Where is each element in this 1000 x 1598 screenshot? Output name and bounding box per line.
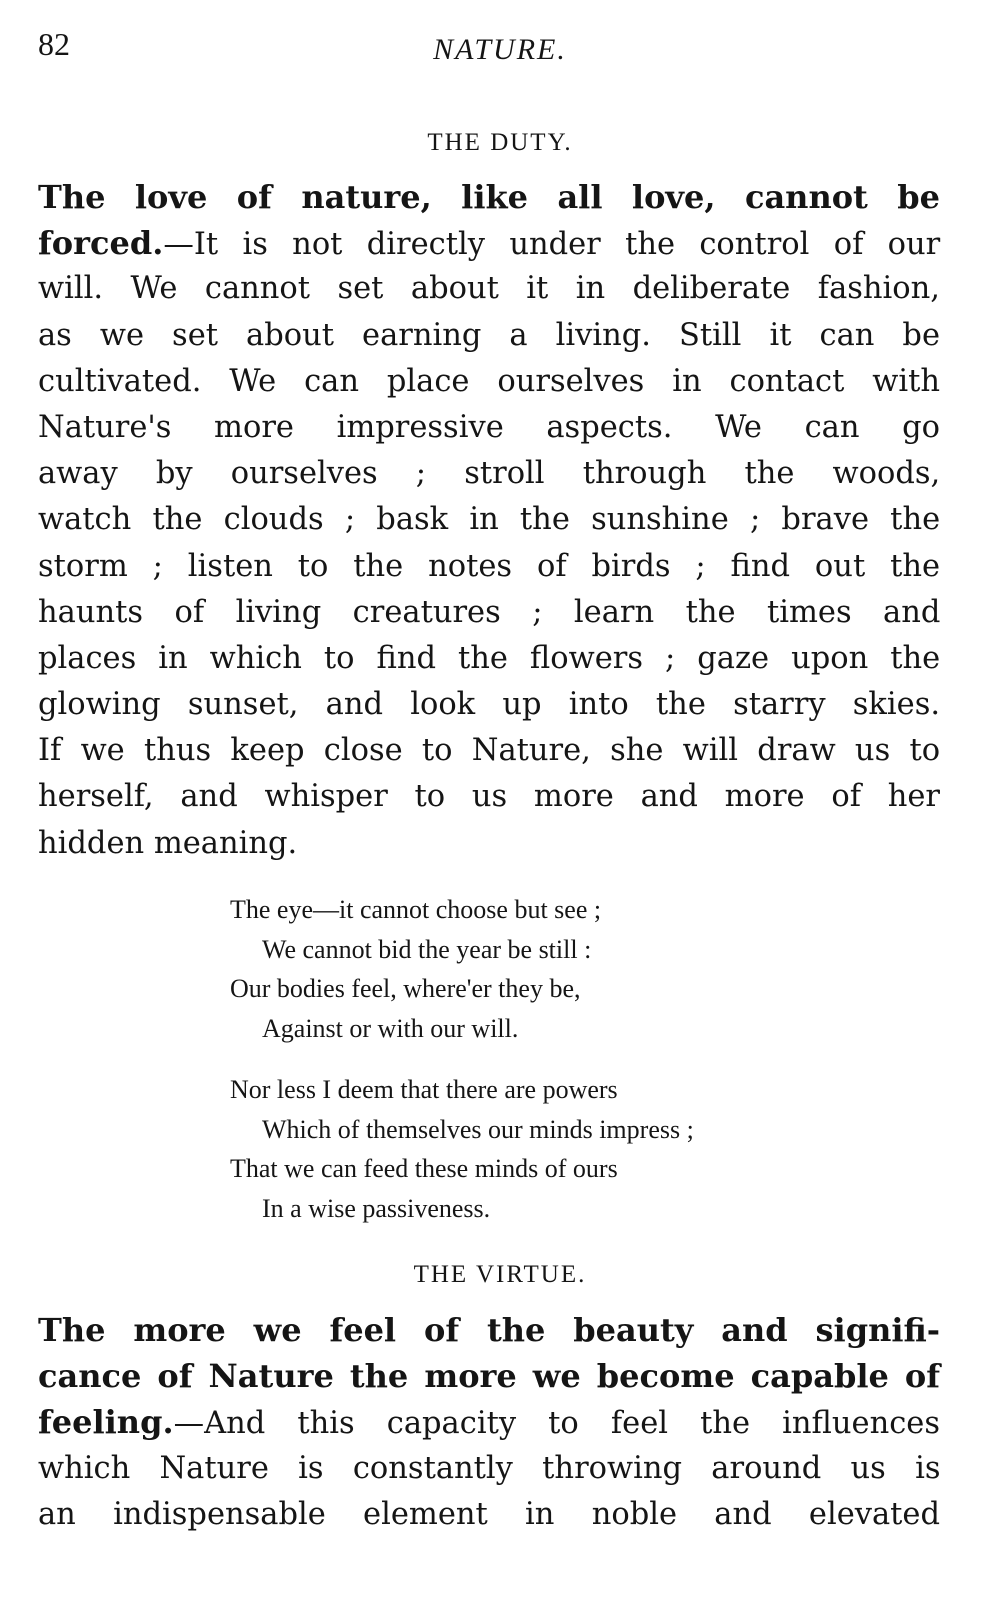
verse-line: The eye—it cannot choose but see ; (230, 895, 602, 924)
text-line: places in which to find the flowers ; gaze upon the (38, 640, 941, 676)
running-head: NATURE. (433, 33, 567, 66)
text-line: which Nature is constantly throwing around us is (38, 1450, 941, 1486)
verse-line: We cannot bid the year be still : (262, 934, 592, 964)
text-line: will. We cannot set about it in deliberate fashion, (38, 271, 940, 307)
text-line: haunts of living creatures ; learn the times and (38, 594, 941, 630)
text-line: feeling.—And this capacity to feel the influences (38, 1403, 940, 1442)
text-line: an indispensable element in noble and elevated (38, 1496, 940, 1532)
text-line: forced.—It is not directly under the control of our (38, 224, 941, 263)
text-line: The more we feel of the beauty and signifi- (38, 1311, 941, 1349)
text-line: The love of nature, like all love, cannot be (38, 178, 940, 216)
text-line: storm ; listen to the notes of birds ; find out the (38, 548, 941, 584)
text-line: herself, and whisper to us more and more of her (38, 779, 940, 815)
text-line: as we set about earning a living. Still it can be (38, 317, 940, 353)
verse-line: Our bodies feel, where'er they be, (230, 974, 581, 1003)
text-line: cance of Nature the more we become capable of (38, 1357, 940, 1396)
text-line: glowing sunset, and look up into the starry skies. (38, 687, 941, 723)
verse-line: In a wise passiveness. (262, 1193, 491, 1223)
paragraph-virtue (38, 1307, 940, 1538)
section-heading-virtue: THE VIRTUE. (413, 1261, 587, 1288)
verse-line: Nor less I deem that there are powers (230, 1075, 618, 1104)
text-line: watch the clouds ; bask in the sunshine ; brave the (38, 502, 941, 538)
verse-line: Against or with our will. (262, 1013, 519, 1043)
text-line: away by ourselves ; stroll through the woods, (38, 456, 941, 492)
poem-stanza-1 (230, 890, 601, 1048)
text-line: Nature's more impressive aspects. We can go (38, 409, 940, 445)
paragraph-duty (38, 174, 940, 867)
text-line: If we thus keep close to Nature, she will draw us to (38, 733, 941, 769)
section-heading-duty: THE DUTY. (427, 129, 573, 156)
poem-stanza-2 (230, 1070, 694, 1228)
text-line: cultivated. We can place ourselves in contact with (38, 363, 940, 399)
verse-line: Which of themselves our minds impress ; (262, 1114, 694, 1144)
verse-line: That we can feed these minds of ours (230, 1154, 618, 1183)
page-number: 82 (38, 26, 70, 62)
text-line: hidden meaning. (38, 825, 298, 861)
